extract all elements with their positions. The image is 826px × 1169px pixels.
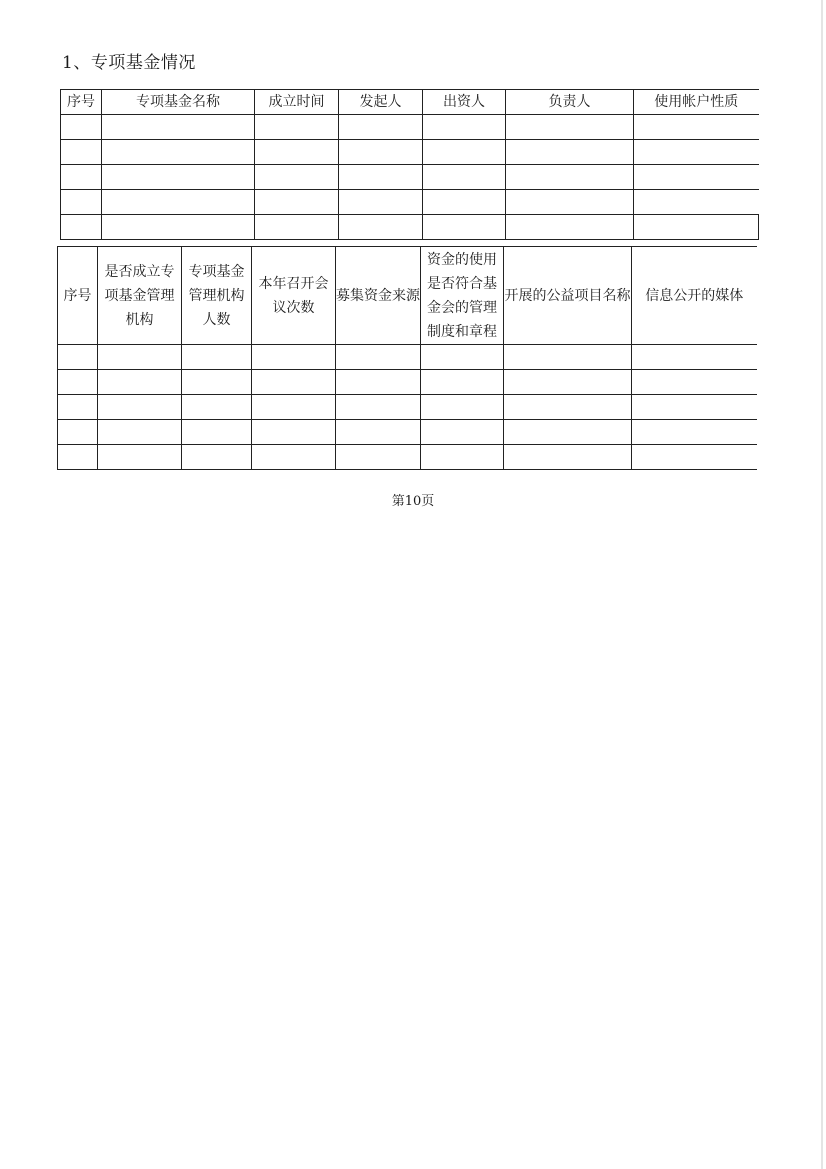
table-cell[interactable] xyxy=(182,445,252,470)
table-cell[interactable] xyxy=(632,445,757,470)
header-cell: 资金的使用是否符合基金会的管理制度和章程 xyxy=(421,247,504,345)
table-cell[interactable] xyxy=(61,115,102,140)
table-cell[interactable] xyxy=(339,115,423,140)
table-row xyxy=(58,345,757,370)
table-cell[interactable] xyxy=(182,345,252,370)
table-cell[interactable] xyxy=(98,445,182,470)
table-cell[interactable] xyxy=(58,370,98,395)
header-cell: 信息公开的媒体 xyxy=(632,247,757,345)
section-title: 1、专项基金情况 xyxy=(62,53,196,73)
header-cell: 序号 xyxy=(58,247,98,345)
header-cell: 成立时间 xyxy=(255,90,339,115)
table-cell[interactable] xyxy=(423,215,506,240)
table-cell[interactable] xyxy=(255,115,339,140)
table-cell[interactable] xyxy=(252,370,336,395)
table-cell[interactable] xyxy=(632,395,757,420)
table-cell[interactable] xyxy=(504,445,632,470)
table-cell[interactable] xyxy=(61,165,102,190)
header-cell: 使用帐户性质 xyxy=(634,90,759,115)
table-cell[interactable] xyxy=(336,345,421,370)
table-cell[interactable] xyxy=(252,395,336,420)
table-cell[interactable] xyxy=(182,395,252,420)
table-cell[interactable] xyxy=(336,445,421,470)
table-row xyxy=(58,395,757,420)
table-cell[interactable] xyxy=(421,420,504,445)
table-cell[interactable] xyxy=(255,140,339,165)
table-cell[interactable] xyxy=(421,370,504,395)
header-cell: 本年召开会议次数 xyxy=(252,247,336,345)
table-cell[interactable] xyxy=(634,165,759,190)
table-row xyxy=(61,165,759,190)
table-cell[interactable] xyxy=(632,420,757,445)
table-cell[interactable] xyxy=(58,395,98,420)
table-cell[interactable] xyxy=(504,395,632,420)
table-cell[interactable] xyxy=(423,140,506,165)
table-cell[interactable] xyxy=(421,395,504,420)
table-cell[interactable] xyxy=(504,420,632,445)
table-cell[interactable] xyxy=(255,190,339,215)
table-row xyxy=(58,420,757,445)
table-row xyxy=(61,140,759,165)
header-cell: 负责人 xyxy=(506,90,634,115)
table-cell[interactable] xyxy=(336,370,421,395)
table-row xyxy=(61,115,759,140)
table-cell[interactable] xyxy=(58,445,98,470)
header-cell: 募集资金来源 xyxy=(336,247,421,345)
table-cell[interactable] xyxy=(634,140,759,165)
table-cell[interactable] xyxy=(182,420,252,445)
table-cell[interactable] xyxy=(421,345,504,370)
table-cell[interactable] xyxy=(634,190,759,215)
table-cell[interactable] xyxy=(255,165,339,190)
table-cell[interactable] xyxy=(423,190,506,215)
table-cell[interactable] xyxy=(423,115,506,140)
header-row xyxy=(58,247,757,345)
table-cell[interactable] xyxy=(634,215,759,240)
table-cell[interactable] xyxy=(252,345,336,370)
table-cell[interactable] xyxy=(58,345,98,370)
table-cell[interactable] xyxy=(102,165,255,190)
table-cell[interactable] xyxy=(102,190,255,215)
table-cell[interactable] xyxy=(336,395,421,420)
table-cell[interactable] xyxy=(504,370,632,395)
table-cell[interactable] xyxy=(421,445,504,470)
page-number: 第10页 xyxy=(391,494,435,509)
table-cell[interactable] xyxy=(506,140,634,165)
table-cell[interactable] xyxy=(336,420,421,445)
header-row xyxy=(61,90,759,115)
header-cell: 开展的公益项目名称 xyxy=(504,247,632,345)
table-cell[interactable] xyxy=(506,215,634,240)
table-cell[interactable] xyxy=(632,370,757,395)
header-cell: 出资人 xyxy=(423,90,506,115)
table-cell[interactable] xyxy=(339,190,423,215)
table-cell[interactable] xyxy=(252,445,336,470)
header-cell: 专项基金名称 xyxy=(102,90,255,115)
table-cell[interactable] xyxy=(506,115,634,140)
header-cell: 专项基金管理机构人数 xyxy=(182,247,252,345)
table-cell[interactable] xyxy=(98,345,182,370)
table-cell[interactable] xyxy=(506,165,634,190)
table-cell[interactable] xyxy=(58,420,98,445)
header-cell: 是否成立专项基金管理机构 xyxy=(98,247,182,345)
table-row xyxy=(61,215,759,240)
table-cell[interactable] xyxy=(98,395,182,420)
table-cell[interactable] xyxy=(423,165,506,190)
table-cell[interactable] xyxy=(252,420,336,445)
table-cell[interactable] xyxy=(255,215,339,240)
special-fund-table xyxy=(60,89,759,240)
table-cell[interactable] xyxy=(339,140,423,165)
table-row xyxy=(58,370,757,395)
table-cell[interactable] xyxy=(504,345,632,370)
table-cell[interactable] xyxy=(61,140,102,165)
table-cell[interactable] xyxy=(102,215,255,240)
page-edge xyxy=(821,0,823,1169)
table-cell[interactable] xyxy=(61,215,102,240)
table-row xyxy=(61,190,759,215)
table-cell[interactable] xyxy=(102,140,255,165)
table-row xyxy=(58,445,757,470)
fund-management-table xyxy=(57,246,757,470)
table-cell[interactable] xyxy=(634,115,759,140)
table-cell[interactable] xyxy=(102,115,255,140)
table-cell[interactable] xyxy=(98,370,182,395)
table-cell[interactable] xyxy=(61,190,102,215)
table-cell[interactable] xyxy=(506,190,634,215)
table-cell[interactable] xyxy=(632,345,757,370)
table-cell[interactable] xyxy=(339,165,423,190)
header-cell: 发起人 xyxy=(339,90,423,115)
header-cell: 序号 xyxy=(61,90,102,115)
table-cell[interactable] xyxy=(98,420,182,445)
table-cell[interactable] xyxy=(339,215,423,240)
table-cell[interactable] xyxy=(182,370,252,395)
